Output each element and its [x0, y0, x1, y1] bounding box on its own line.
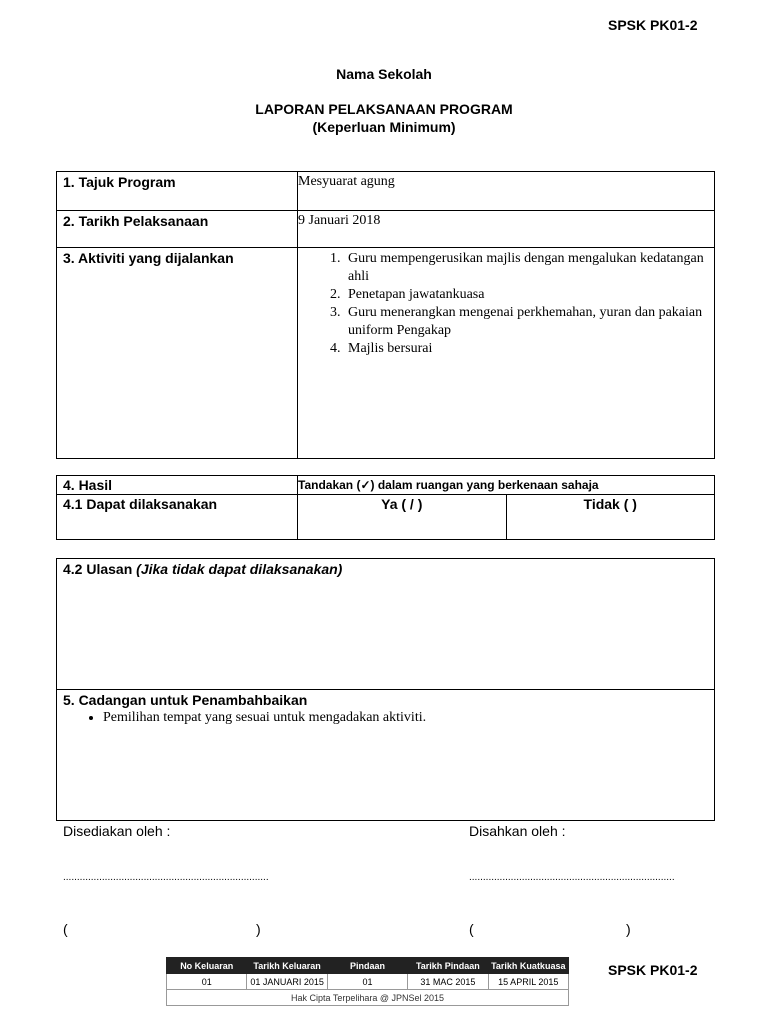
yes-checkbox[interactable]: Ya ( / ) — [298, 495, 507, 540]
review-table — [56, 558, 715, 821]
list-item: 4. Majlis bersurai — [344, 340, 714, 358]
approved-by-name-open-paren: ( — [469, 921, 474, 937]
table-row — [57, 476, 715, 495]
revision-header-issue-date: Tarikh Keluaran — [247, 958, 327, 974]
table-row — [57, 690, 715, 821]
result-table — [56, 475, 715, 540]
approved-by-signature-line[interactable]: .......................................................................... — [469, 872, 675, 883]
revision-table — [166, 957, 569, 1006]
table-row — [57, 495, 715, 540]
review-label: 4.2 Ulasan — [63, 561, 137, 577]
activities-label: 3. Aktiviti yang dijalankan — [57, 248, 298, 459]
revision-header-amendment: Pindaan — [327, 958, 407, 974]
prepared-by-label: Disediakan oleh : — [63, 823, 171, 839]
program-date-label: 2. Tarikh Pelaksanaan — [57, 211, 298, 248]
revision-header-amendment-date: Tarikh Pindaan — [408, 958, 488, 974]
review-cell[interactable] — [57, 559, 715, 690]
activities-cell — [298, 248, 715, 459]
table-row — [57, 248, 715, 459]
report-title: LAPORAN PELAKSANAAN PROGRAM — [255, 101, 513, 117]
table-row — [167, 990, 569, 1006]
school-name: Nama Sekolah — [336, 66, 432, 82]
document-code: SPSK PK01-2 — [608, 17, 698, 33]
list-item: • Pemilihan tempat yang sesuai untuk mengadakan aktiviti. — [103, 710, 708, 726]
table-row — [57, 211, 715, 248]
review-label-note: (Jika tidak dapat dilaksanakan) — [136, 561, 343, 577]
table-row — [57, 559, 715, 690]
table-row — [167, 974, 569, 990]
revision-issue-date: 01 JANUARI 2015 — [247, 974, 327, 990]
suggestion-label: 5. Cadangan untuk Penambahbaikan — [63, 692, 308, 708]
program-date-value: 9 Januari 2018 — [298, 211, 715, 248]
copyright-notice: Hak Cipta Terpelihara @ JPNSel 2015 — [167, 990, 569, 1006]
no-checkbox[interactable]: Tidak ( ) — [506, 495, 715, 540]
result-label: 4. Hasil — [57, 476, 298, 495]
activities-list — [298, 250, 714, 358]
revision-header-issue-no: No Keluaran — [167, 958, 247, 974]
approved-by-label: Disahkan oleh : — [469, 823, 566, 839]
report-subtitle: (Keperluan Minimum) — [312, 119, 456, 135]
revision-issue-no: 01 — [167, 974, 247, 990]
result-instruction: Tandakan (✓) dalam ruangan yang berkenaan sahaja — [298, 476, 715, 495]
program-title-value: Mesyuarat agung — [298, 172, 715, 211]
prepared-by-name-close-paren: ) — [256, 921, 261, 937]
implemented-label: 4.1 Dapat dilaksanakan — [57, 495, 298, 540]
list-item: 1. Guru mempengerusikan majlis dengan mengalukan kedatangan ahli — [344, 250, 714, 286]
list-item: 3. Guru menerangkan mengenai perkhemahan, yuran dan pakaian uniform Pengakap — [344, 304, 714, 340]
table-row — [57, 172, 715, 211]
document-code-footer: SPSK PK01-2 — [608, 962, 698, 978]
revision-amendment-date: 31 MAC 2015 — [408, 974, 488, 990]
table-row — [167, 958, 569, 974]
program-title-label: 1. Tajuk Program — [57, 172, 298, 211]
revision-effective-date: 15 APRIL 2015 — [488, 974, 568, 990]
revision-header-effective-date: Tarikh Kuatkuasa — [488, 958, 568, 974]
revision-amendment: 01 — [327, 974, 407, 990]
approved-by-name-close-paren: ) — [626, 921, 631, 937]
program-details-table — [56, 171, 715, 459]
list-item: 2. Penetapan jawatankuasa — [344, 286, 714, 304]
prepared-by-name-open-paren: ( — [63, 921, 68, 937]
suggestion-list — [63, 710, 708, 726]
suggestion-cell[interactable] — [57, 690, 715, 821]
prepared-by-signature-line[interactable]: .......................................................................... — [63, 872, 269, 883]
